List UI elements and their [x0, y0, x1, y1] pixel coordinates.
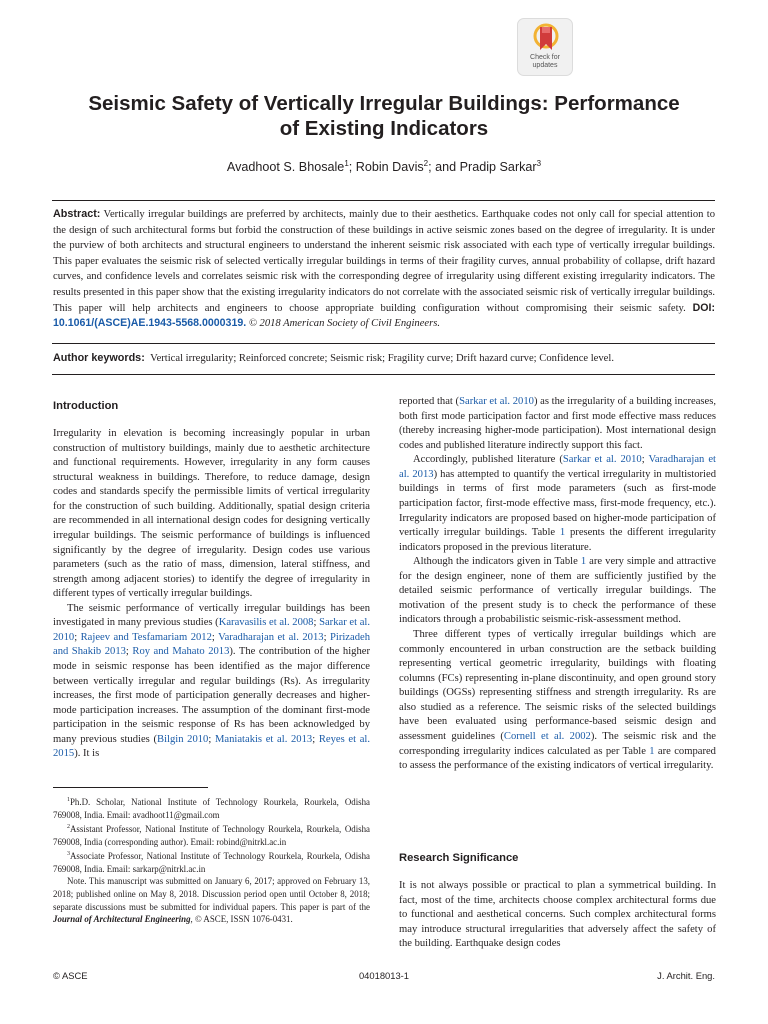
keywords-text: Vertical irregularity; Reinforced concrete; Seismic risk; Fragility curve; Drift hazard curve; Confidence level.	[150, 353, 614, 364]
abstract-text: Vertically irregular buildings are preferred by architects, mainly due to their aesthetics. Earthquake codes not only call for special attention to the design of such architectural forms but forbid the construction of these buildings in active seismic zones based on the degree of irregularity. It is under the purview of both architects and structural engineers to understand the inherent seismic risk associated with each type of vertically irregular buildings. This paper evaluates the seismic risk of selected vertically irregular buildings in terms of their fragility curves, annual probability of collapse, drift hazard curves, and confidence levels and correlates seismic risk with the corresponding degree of irregularity using different existing irregularity indicators. The results presented in this paper show that the existing irregularity indicators do not correlate with the associated seismic risk of vertically irregular buildings. This paper will help architects and engineers to choose appropriate building configuration without compromising their seismic safety.	[53, 209, 715, 314]
citation-link[interactable]: Reyes et al. 2015	[53, 733, 371, 760]
copyright: © 2018 American Society of Civil Engineers.	[248, 318, 440, 330]
badge-label: Check for updates	[530, 54, 560, 69]
author-list	[20, 156, 748, 175]
divider	[52, 200, 715, 201]
paper-title: Seismic Safety of Vertically Irregular Buildings: Performance of Existing Indicators	[88, 92, 680, 140]
footnote: $^1$Ph.D. Scholar, National Institute of Technology Rourkela, Rourkela, Odisha 769008, India. Email: avadhoot11@gmail.com	[53, 796, 370, 820]
affiliation-mark: 3	[536, 159, 542, 168]
footnote: $^2$Assistant Professor, National Institute of Technology Rourkela, Rourkela, Odisha 769008, India (corresponding author). Email: robind@nitrkl.ac.in	[53, 824, 370, 847]
paragraph: Accordingly, published literature (Sarkar et al. 2010; Varadharajan et al. 2013) has attempted to quantify the vertical irregularity in multistoried buildings in terms of first mode parameters (such as first-mode participation factor, first-mode effective mass, first-mode frequency, etc.). Irregularity indicators are proposed based on higher-mode participation of vertically irregular buildings. Table 1 presents the different irregularity indicators proposed in the previous literature.	[399, 454, 716, 553]
footnotes	[53, 794, 370, 926]
table-link[interactable]: 1	[580, 556, 587, 568]
paragraph: The seismic performance of vertically irregular buildings has been investigated in many previous studies (Karavasilis et al. 2008; Sarkar et al. 2010; Rajeev and Tesfamariam 2012; Varadharajan et al. 2013; Pirizadeh and Shakib 2013; Roy and Mahato 2013). The contribution of the higher mode in seismic response has been identified as the major difference between vertically irregular and regular buildings (Rs). As irregularity increases, the first mode of participation generally decreases and higher-mode participation increases. The assumption of the dominant first-mode participation in the seismic response of Rs has been acknowledged by many previous studies (Bilgin 2010; Maniatakis et al. 2013; Reyes et al. 2015). It is	[53, 602, 371, 760]
author-name: ; Robin Davis	[348, 160, 424, 175]
section-heading-research-significance: Research Significance	[399, 852, 519, 864]
citation-link[interactable]: Pirizadeh and Shakib 2013	[53, 631, 370, 658]
table-link[interactable]: 1	[649, 745, 655, 757]
doi-label: DOI:	[692, 301, 715, 314]
table-link[interactable]: 1	[559, 527, 566, 539]
citation-link[interactable]: Sarkar et al. 2010	[459, 396, 534, 407]
footer-page-id: 04018013-1	[358, 970, 410, 981]
citation-link[interactable]: Sarkar et al. 2010	[562, 454, 642, 466]
footnote: $^3$Associate Professor, National Institute of Technology Rourkela, Rourkela, Odisha 769008, India. Email: sarkarp@nitrkl.ac.in	[53, 851, 370, 874]
citation-link[interactable]: Varadharajan et al. 2013	[218, 631, 324, 643]
manuscript-note: Note. This manuscript was submitted on January 6, 2017; approved on February 13, 2018; published online on May 8, 2018. Discussion period open until October 8, 2018; separate discussions must be submitted for individual papers. This paper is part of the Journal of Architectural Engineering, © ASCE, ISSN 1076-0431.	[53, 876, 370, 925]
footer-journal-abbrev: J. Archit. Eng.	[657, 970, 715, 981]
paragraph: Three different types of vertically irregular buildings which are commonly encountered in urban construction are the setback building representing vertical geometric irregularity, buildings with floating columns (FCs) representing in-plane discontinuity, and open ground story buildings (OGSs) representing stiffness and strength irregularity. Rs are also studied as a reference. The seismic risks of the selected buildings have been evaluated using performance-based seismic design and assessment guidelines (Cornell et al. 2002). The seismic risk and the corresponding irregularity indices calculated as per Table 1 are compared to assess the performance of the existing indicators of vertical irregularity.	[399, 629, 716, 772]
footer-publisher: © ASCE	[53, 970, 88, 981]
keywords-heading: Author keywords:	[53, 352, 145, 364]
affiliation-mark: 2	[423, 159, 429, 168]
right-column-lower	[399, 879, 716, 952]
author-name: Avadhoot S. Bhosale	[226, 160, 345, 175]
author-name: ; and Pradip Sarkar	[428, 160, 537, 175]
paragraph: reported that (Sarkar et al. 2010) as the irregularity of a building increases, both first mode participation factor and first mode effective mass reduces (thereby increasing higher-mode participation). Most international design codes and published literature indirectly support this fact.	[399, 396, 716, 451]
doi-link[interactable]: 10.1061/(ASCE)AE.1943-5568.0000319.	[53, 317, 247, 330]
citation-link[interactable]: Karavasilis et al. 2008	[218, 617, 314, 629]
right-column	[399, 395, 716, 774]
citation-link[interactable]: Rajeev and Tesfamariam 2012	[80, 631, 212, 643]
divider	[52, 374, 715, 375]
abstract-heading: Abstract:	[53, 208, 101, 220]
check-for-updates-badge[interactable]	[517, 18, 573, 76]
paragraph: Although the indicators given in Table 1 are very simple and attractive for the design engineer, none of them are sufficiently justified by the detailed seismic performance of vertically irregular buildings. The motivation of the present study is to check the performance of these indicators through a probabilistic seismic-risk-assessment method.	[399, 556, 716, 626]
footnote-divider	[53, 787, 208, 788]
paragraph: Irregularity in elevation is becoming increasingly popular in urban construction of multistory buildings, mainly due to aesthetic architecture and functional requirements. However, irregularity in any form causes structural weakness in buildings. Therefore, to reduce damage, design codes and standards specify the permissible limits of vertical irregularity for the construction of such building. Additionally, spatial design criteria are recommended in all international design codes for designing vertically irregular buildings. The seismic performance of buildings is influenced significantly by the degree of irregularity. Design codes use various parameters (such as the ratio of mass, dimension, lateral stiffness, and strength among adjacent stories) to identify the degree of irregularity in different types of vertically irregular buildings.	[53, 428, 370, 600]
paragraph: It is not always possible or practical to plan a symmetrical building. In fact, most of the time, architects choose complex architectural forms due to functional and aesthetical concerns. Such complex architectural forms may introduce structural irregularities that adversely affect the safety of the building. Earthquake design codes	[399, 880, 716, 950]
bookmark-ribbon-icon	[533, 23, 559, 53]
citation-link[interactable]: Roy and Mahato 2013	[132, 646, 230, 658]
section-heading-introduction: Introduction	[53, 400, 119, 412]
citation-link[interactable]: Sarkar et al. 2010	[53, 617, 370, 643]
divider	[52, 343, 715, 344]
abstract	[53, 207, 715, 332]
journal-name: Journal of Architectural Engineering	[53, 914, 191, 925]
left-column	[53, 427, 370, 762]
citation-link[interactable]: Bilgin 2010	[157, 733, 209, 745]
citation-link[interactable]: Cornell et al. 2002	[503, 730, 591, 742]
affiliation-mark: 1	[344, 159, 349, 168]
author-keywords	[53, 351, 715, 366]
citation-link[interactable]: Maniatakis et al. 2013	[214, 733, 313, 745]
citation-link[interactable]: Varadharajan et al. 2013	[399, 454, 716, 480]
